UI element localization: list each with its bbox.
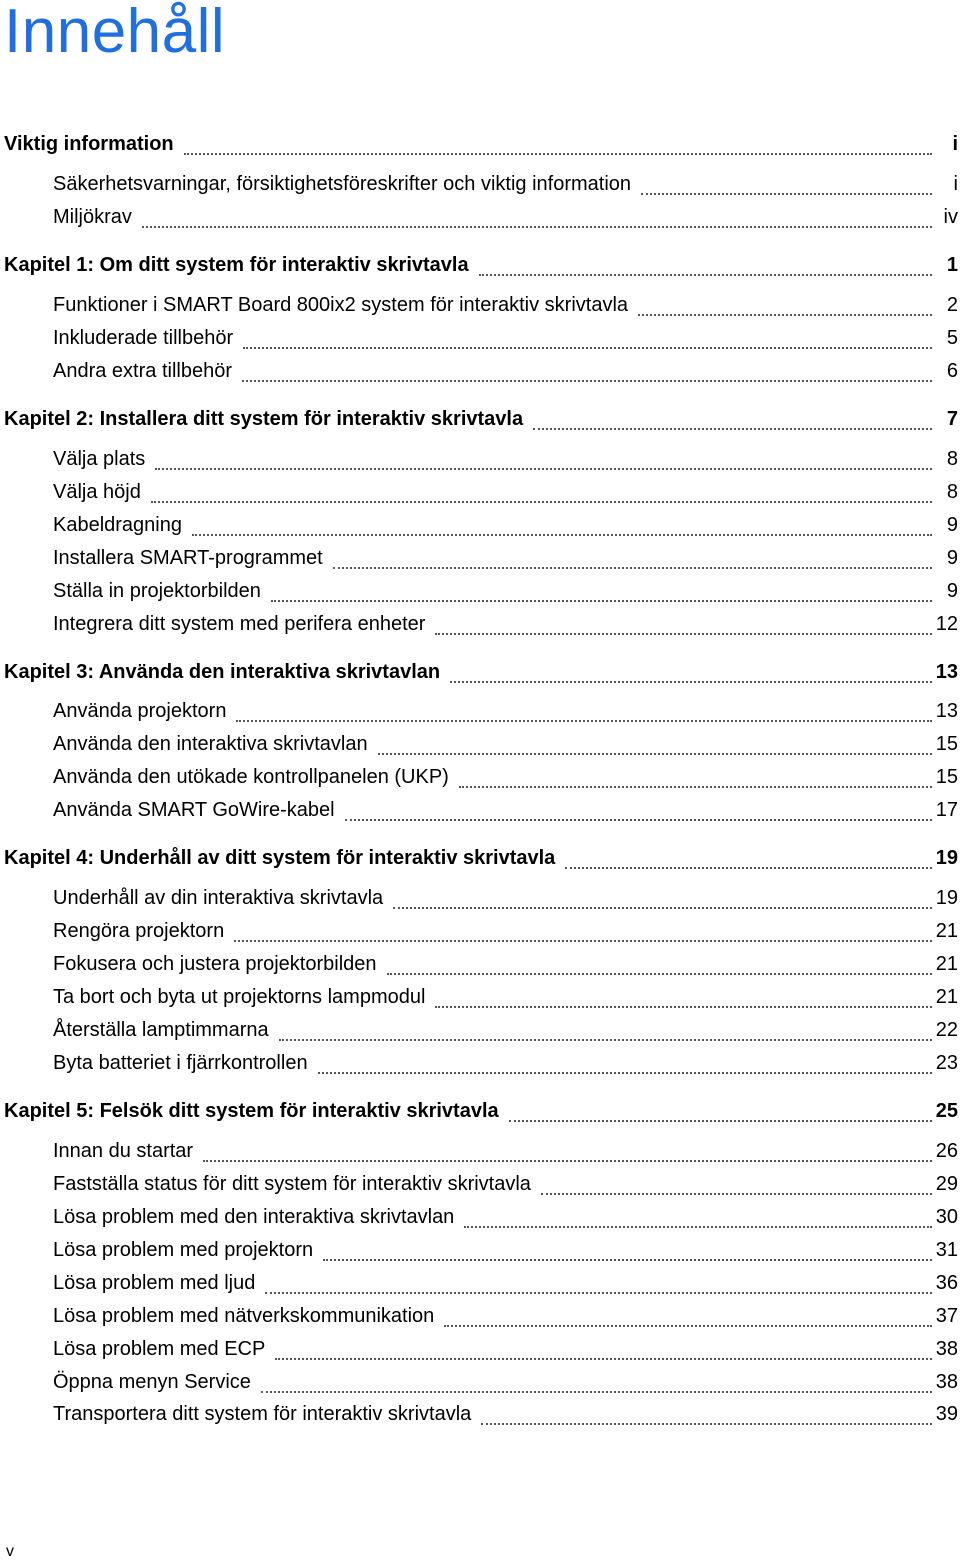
toc-entry-label: Återställa lamptimmarna — [53, 1019, 269, 1041]
toc-dot-leader — [435, 633, 932, 635]
toc-dot-leader — [323, 1259, 932, 1261]
toc-entry-label: Lösa problem med den interaktiva skrivtavlan — [53, 1206, 455, 1228]
toc-dot-leader — [345, 819, 932, 821]
toc-entry-label: Ta bort och byta ut projektorns lampmodul — [53, 986, 426, 1008]
toc-chapter-entry[interactable] — [4, 1100, 958, 1130]
toc-entry-page-number: 19 — [935, 847, 958, 869]
toc-section-entry[interactable] — [53, 173, 958, 203]
toc-entry-page-number: 9 — [946, 547, 958, 569]
toc-entry-label: Säkerhetsvarningar, försiktighetsföreskrifter och viktig information — [53, 173, 632, 195]
toc-chapter-entry[interactable] — [4, 408, 958, 438]
toc-section-entry[interactable] — [53, 1019, 958, 1049]
toc-section-entry[interactable] — [53, 613, 958, 643]
toc-entry-page-number: 17 — [935, 799, 958, 821]
toc-dot-leader — [184, 153, 932, 155]
toc-entry-label: Integrera ditt system med perifera enheter — [53, 613, 426, 635]
toc-dot-leader — [333, 567, 932, 569]
toc-section-entry[interactable] — [53, 1272, 958, 1302]
toc-dot-leader — [387, 973, 932, 975]
toc-entry-page-number: 36 — [935, 1272, 958, 1294]
toc-section-entry[interactable] — [53, 580, 958, 610]
toc-section-entry[interactable] — [53, 766, 958, 796]
toc-entry-label: Fastställa status för ditt system för interaktiv skrivtavla — [53, 1173, 531, 1195]
toc-section-entry[interactable] — [53, 360, 958, 390]
toc-dot-leader — [541, 1193, 932, 1195]
toc-section-entry[interactable] — [53, 1371, 958, 1401]
toc-dot-leader — [638, 314, 932, 316]
toc-section-entry[interactable] — [53, 1338, 958, 1368]
toc-section-entry[interactable] — [53, 1052, 958, 1082]
toc-dot-leader — [318, 1072, 932, 1074]
toc-entry-label: Installera SMART-programmet — [53, 547, 323, 569]
toc-section-entry[interactable] — [53, 1140, 958, 1170]
toc-section-entry[interactable] — [53, 1173, 958, 1203]
toc-dot-leader — [155, 468, 932, 470]
toc-dot-leader — [271, 600, 932, 602]
page-title: Innehåll — [4, 0, 226, 66]
toc-dot-leader — [378, 753, 932, 755]
toc-entry-label: Ställa in projektorbilden — [53, 580, 261, 602]
toc-entry-label: Underhåll av din interaktiva skrivtavla — [53, 887, 384, 909]
toc-section-entry[interactable] — [53, 448, 958, 478]
toc-section-entry[interactable] — [53, 920, 958, 950]
toc-dot-leader — [236, 720, 932, 722]
toc-chapter-entry[interactable] — [4, 254, 958, 284]
toc-entry-page-number: 6 — [946, 360, 958, 382]
toc-entry-label: Fokusera och justera projektorbilden — [53, 953, 377, 975]
toc-entry-label: Välja höjd — [53, 481, 141, 503]
toc-dot-leader — [641, 193, 932, 195]
toc-dot-leader — [275, 1358, 932, 1360]
toc-section-entry[interactable] — [53, 986, 958, 1016]
toc-entry-page-number: 29 — [935, 1173, 958, 1195]
toc-dot-leader — [234, 940, 932, 942]
toc-entry-page-number: 8 — [946, 448, 958, 470]
toc-entry-page-number: 7 — [946, 408, 958, 430]
toc-dot-leader — [192, 534, 932, 536]
toc-entry-label: Använda projektorn — [53, 700, 227, 722]
toc-entry-page-number: 12 — [935, 613, 958, 635]
toc-dot-leader — [142, 226, 932, 228]
toc-entry-page-number: 21 — [935, 920, 958, 942]
toc-dot-leader — [533, 428, 932, 430]
toc-section-entry[interactable] — [53, 1206, 958, 1236]
toc-entry-label: Rengöra projektorn — [53, 920, 225, 942]
toc-entry-label: Innan du startar — [53, 1140, 194, 1162]
toc-entry-page-number: 31 — [935, 1239, 958, 1261]
toc-entry-label: Använda den utökade kontrollpanelen (UKP) — [53, 766, 449, 788]
toc-entry-label: Lösa problem med projektorn — [53, 1239, 314, 1261]
toc-section-entry[interactable] — [53, 733, 958, 763]
toc-entry-page-number: 39 — [935, 1403, 958, 1425]
toc-dot-leader — [242, 380, 932, 382]
toc-entry-label: Funktioner i SMART Board 800ix2 system för interaktiv skrivtavla — [53, 294, 629, 316]
toc-entry-page-number: 38 — [935, 1371, 958, 1393]
toc-section-entry[interactable] — [53, 481, 958, 511]
toc-dot-leader — [481, 1423, 932, 1425]
toc-dot-leader — [261, 1391, 932, 1393]
toc-entry-label: Lösa problem med nätverkskommunikation — [53, 1305, 435, 1327]
toc-entry-label: Kapitel 1: Om ditt system för interaktiv skrivtavla — [4, 254, 469, 276]
toc-section-entry[interactable] — [53, 547, 958, 577]
toc-dot-leader — [450, 681, 932, 683]
toc-entry-label: Viktig information — [4, 133, 174, 155]
toc-entry-page-number: 26 — [935, 1140, 958, 1162]
toc-entry-label: Andra extra tillbehör — [53, 360, 232, 382]
toc-entry-label: Använda den interaktiva skrivtavlan — [53, 733, 368, 755]
toc-entry-label: Använda SMART GoWire-kabel — [53, 799, 335, 821]
toc-entry-page-number: 19 — [935, 887, 958, 909]
toc-entry-label: Lösa problem med ljud — [53, 1272, 256, 1294]
toc-entry-page-number: 21 — [935, 986, 958, 1008]
toc-entry-page-number: 23 — [935, 1052, 958, 1074]
toc-section-entry[interactable] — [53, 514, 958, 544]
toc-dot-leader — [479, 274, 932, 276]
toc-section-entry[interactable] — [53, 1403, 958, 1433]
toc-section-entry[interactable] — [53, 1239, 958, 1269]
page-number: v — [6, 1543, 14, 1560]
toc-entry-page-number: 25 — [935, 1100, 958, 1122]
toc-dot-leader — [203, 1160, 932, 1162]
toc-entry-page-number: 22 — [935, 1019, 958, 1041]
toc-entry-label: Miljökrav — [53, 206, 132, 228]
toc-chapter-entry[interactable] — [4, 133, 958, 163]
toc-entry-label: Öppna menyn Service — [53, 1371, 251, 1393]
toc-section-entry[interactable] — [53, 799, 958, 829]
toc-section-entry[interactable] — [53, 294, 958, 324]
toc-entry-label: Kapitel 2: Installera ditt system för interaktiv skrivtavla — [4, 408, 524, 430]
toc-chapter-entry[interactable] — [4, 847, 958, 877]
toc-dot-leader — [464, 1226, 932, 1228]
toc-entry-page-number: 30 — [935, 1206, 958, 1228]
toc-entry-page-number: 2 — [946, 294, 958, 316]
toc-dot-leader — [435, 1006, 932, 1008]
toc-dot-leader — [509, 1120, 932, 1122]
toc-entry-page-number: 38 — [935, 1338, 958, 1360]
toc-dot-leader — [459, 786, 932, 788]
toc-section-entry[interactable] — [53, 887, 958, 917]
toc-dot-leader — [279, 1039, 932, 1041]
toc-entry-page-number: 1 — [946, 254, 958, 276]
toc-section-entry[interactable] — [53, 1305, 958, 1335]
toc-dot-leader — [565, 867, 932, 869]
toc-entry-page-number: 37 — [935, 1305, 958, 1327]
toc-entry-label: Kapitel 5: Felsök ditt system för interaktiv skrivtavla — [4, 1100, 499, 1122]
toc-entry-label: Transportera ditt system för interaktiv skrivtavla — [53, 1403, 472, 1425]
toc-section-entry[interactable] — [53, 953, 958, 983]
toc-dot-leader — [243, 347, 932, 349]
toc-entry-page-number: 15 — [935, 733, 958, 755]
toc-entry-page-number: 8 — [946, 481, 958, 503]
toc-entry-page-number: 21 — [935, 953, 958, 975]
toc-entry-label: Byta batteriet i fjärrkontrollen — [53, 1052, 308, 1074]
toc-entry-page-number: 15 — [935, 766, 958, 788]
toc-entry-label: Kabeldragning — [53, 514, 182, 536]
toc-entry-page-number: i — [952, 133, 958, 155]
toc-entry-page-number: iv — [943, 206, 958, 228]
toc-entry-page-number: 13 — [935, 700, 958, 722]
toc-section-entry[interactable] — [53, 700, 958, 730]
toc-dot-leader — [393, 907, 932, 909]
toc-entry-label: Lösa problem med ECP — [53, 1338, 266, 1360]
toc-entry-label: Kapitel 3: Använda den interaktiva skrivtavlan — [4, 661, 441, 683]
toc-entry-label: Kapitel 4: Underhåll av ditt system för interaktiv skrivtavla — [4, 847, 556, 869]
toc-entry-page-number: 5 — [946, 327, 958, 349]
toc-dot-leader — [151, 501, 932, 503]
toc-dot-leader — [265, 1292, 932, 1294]
toc-entry-page-number: i — [953, 173, 958, 195]
toc-entry-page-number: 13 — [935, 661, 958, 683]
toc-section-entry[interactable] — [53, 206, 958, 236]
toc-section-entry[interactable] — [53, 327, 958, 357]
toc-entry-label: Välja plats — [53, 448, 146, 470]
toc-chapter-entry[interactable] — [4, 661, 958, 691]
toc-entry-page-number: 9 — [946, 514, 958, 536]
toc-dot-leader — [444, 1325, 932, 1327]
toc-entry-page-number: 9 — [946, 580, 958, 602]
toc-entry-label: Inkluderade tillbehör — [53, 327, 234, 349]
